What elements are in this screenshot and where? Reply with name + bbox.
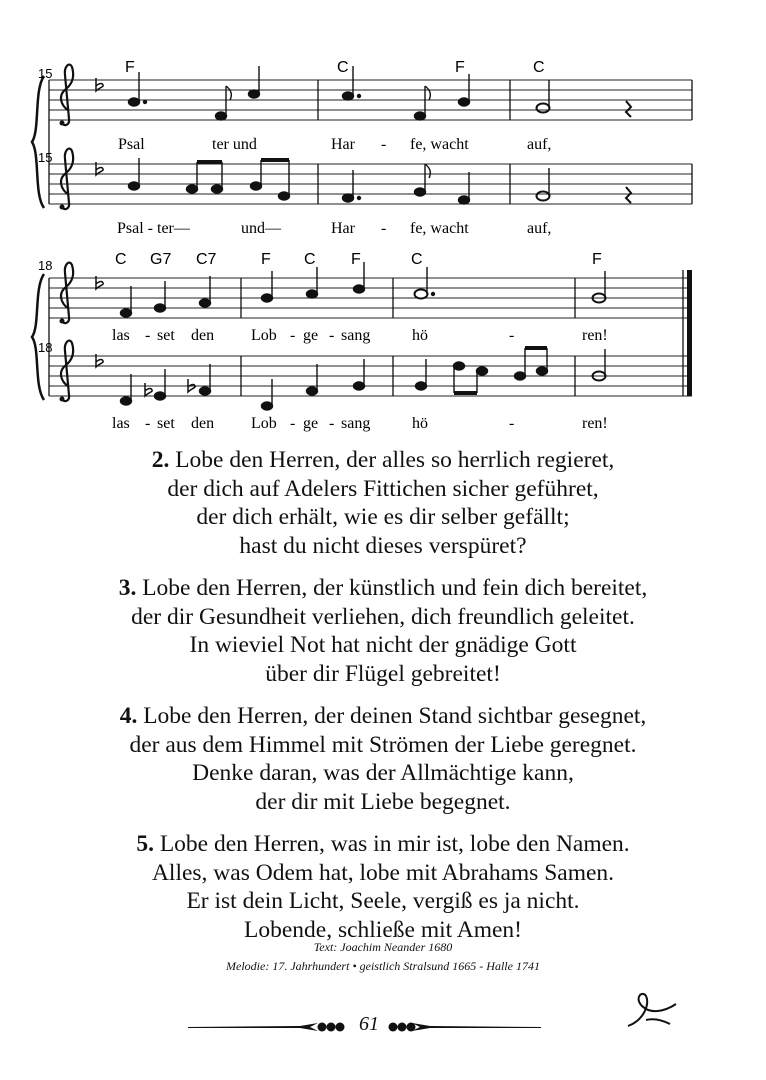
lyric-syllable: ge xyxy=(303,327,319,344)
lyric-syllable: - xyxy=(290,327,296,344)
credits xyxy=(0,938,766,976)
verse-number: 3. xyxy=(118,575,137,601)
measure-number: 18 xyxy=(38,340,53,355)
lyric-syllable: auf, xyxy=(527,220,552,237)
lyric-syllable: auf, xyxy=(527,136,552,153)
lyric-syllable: fe, wacht xyxy=(410,136,469,153)
lyric-syllable: las xyxy=(112,327,130,344)
verse-line: der dir Gesundheit verliehen, dich freundlich geleitet. xyxy=(131,603,635,630)
lyric-syllable: Lob xyxy=(251,327,277,344)
lyric-syllable: den xyxy=(191,415,215,432)
brace-icon xyxy=(32,76,44,208)
lyric-syllable: - xyxy=(145,327,151,344)
lyric-syllable: sang xyxy=(341,327,371,344)
lyric-syllable: Psal xyxy=(118,136,145,153)
verse-line: der aus dem Himmel mit Strömen der Liebe geregnet. xyxy=(129,731,637,758)
measure-number: 15 xyxy=(38,66,53,81)
sheet-music xyxy=(0,0,766,440)
lyric-syllable: las xyxy=(112,415,130,432)
verse-line xyxy=(0,446,766,475)
chord-symbol: C7 xyxy=(196,251,217,268)
lyric-syllable: Har xyxy=(331,136,355,153)
verse-line: hast du nicht dieses verspüret? xyxy=(239,532,527,559)
lyrics-line xyxy=(117,220,551,237)
lyric-syllable: ter und xyxy=(212,136,257,153)
lyric-syllable: hö xyxy=(412,327,428,344)
verse-line xyxy=(0,574,766,603)
verse-text: Lobe den Herren, der alles so herrlich regieret, xyxy=(175,447,615,473)
lyric-syllable: - xyxy=(329,415,335,432)
chord-symbol: F xyxy=(455,59,465,76)
lyric-syllable: - xyxy=(381,220,387,237)
measure-number: 18 xyxy=(38,258,53,273)
chord-symbol: C xyxy=(533,59,545,76)
verse-text: Lobe den Herren, der deinen Stand sichtbar gesegnet, xyxy=(143,703,647,729)
verse-line: In wieviel Not hat nicht der gnädige Gott xyxy=(189,632,577,658)
lyric-syllable: - xyxy=(509,327,515,344)
chord-symbol: F xyxy=(125,59,135,76)
lyric-syllable: set xyxy=(157,415,175,432)
chord-symbol: F xyxy=(261,251,271,268)
page-number: 61 xyxy=(359,1013,379,1035)
chord-symbols xyxy=(115,251,602,268)
verse xyxy=(0,702,766,816)
verse-line: Alles, was Odem hat, lobe mit Abrahams Samen. xyxy=(151,859,615,886)
verse-number: 2. xyxy=(151,447,170,473)
verse-line xyxy=(0,830,766,859)
verse-line: über dir Flügel gebreitet! xyxy=(265,660,501,687)
verse xyxy=(0,830,766,944)
verse-line: Er ist dein Licht, Seele, vergiß es ja nicht. xyxy=(186,888,580,914)
verse-line: Denke daran, was der Allmächtige kann, xyxy=(192,760,574,786)
lyric-syllable: set xyxy=(157,327,175,344)
lyric-syllable: sang xyxy=(341,415,371,432)
chord-symbol: G7 xyxy=(150,251,172,268)
verse-number: 5. xyxy=(136,831,154,857)
brace-icon xyxy=(32,274,44,400)
lyric-syllable: Har xyxy=(331,220,355,237)
lyric-syllable: - xyxy=(290,415,296,432)
verses xyxy=(0,446,766,958)
text-credit: Text: Joachim Neander 1680 xyxy=(313,940,453,954)
lyric-syllable: - xyxy=(381,136,387,153)
chord-symbol: F xyxy=(592,251,602,268)
system-1 xyxy=(32,59,692,237)
lyric-syllable: - xyxy=(509,415,515,432)
verse-text: Lobe den Herren, was in mir ist, lobe den Namen. xyxy=(159,831,630,857)
verse xyxy=(0,574,766,688)
lyric-syllable: ge xyxy=(303,415,319,432)
lyric-syllable: den xyxy=(191,327,215,344)
lyrics-line xyxy=(112,327,608,344)
lyric-syllable: - xyxy=(145,415,151,432)
lyric-syllable: und— xyxy=(241,220,281,237)
verse-line xyxy=(0,702,766,731)
lyric-syllable: hö xyxy=(412,415,428,432)
flourish-icon xyxy=(624,990,684,1030)
measure-number: 15 xyxy=(38,150,53,165)
lyric-syllable: - xyxy=(329,327,335,344)
verse xyxy=(0,446,766,560)
chord-symbol: C xyxy=(304,251,316,268)
verse-line: der dich auf Adelers Fittichen sicher geführet, xyxy=(167,475,599,502)
verse-number: 4. xyxy=(119,703,138,729)
system-2 xyxy=(32,251,692,432)
chord-symbols xyxy=(125,59,545,76)
chord-symbol: F xyxy=(351,251,361,268)
chord-symbol: C xyxy=(337,59,349,76)
lyric-syllable: Lob xyxy=(251,415,277,432)
verse-line: Lobende, schließe mit Amen! xyxy=(243,916,522,943)
melody-credit: Melodie: 17. Jahrhundert • geistlich Stralsund 1665 - Halle 1741 xyxy=(226,959,540,973)
chord-symbol: C xyxy=(115,251,127,268)
lyric-syllable: Psal - ter— xyxy=(117,220,190,237)
lyric-syllable: ren! xyxy=(582,415,608,432)
verse-text: Lobe den Herren, der künstlich und fein dich bereitet, xyxy=(142,575,648,601)
verse-line: der dir mit Liebe begegnet. xyxy=(255,788,511,815)
lyrics-line xyxy=(112,415,608,432)
chord-symbol: C xyxy=(411,251,423,268)
lyric-syllable: fe, wacht xyxy=(410,220,469,237)
verse-line: der dich erhält, wie es dir selber gefällt; xyxy=(196,504,570,530)
lyric-syllable: ren! xyxy=(582,327,608,344)
lyrics-line xyxy=(118,136,551,153)
